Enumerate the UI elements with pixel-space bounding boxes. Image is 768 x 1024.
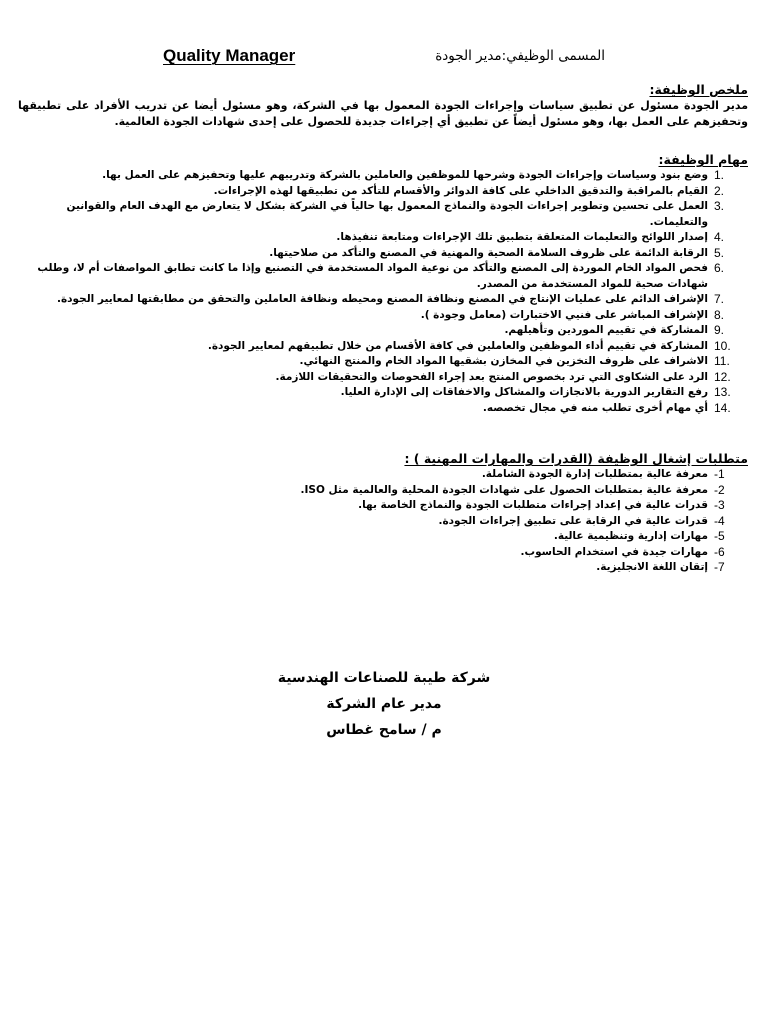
job-tasks-section bbox=[18, 152, 748, 416]
list-item bbox=[18, 401, 748, 417]
list-item-number: 5. bbox=[714, 245, 725, 260]
list-item-number: 12. bbox=[714, 369, 731, 384]
list-item-text: مهارات جيدة في استخدام الحاسوب. bbox=[520, 545, 708, 558]
list-item-text: الإشراف الدائم على عمليات الإنتاج في المصنع ونظافة المصنع ومحيطه ونظافة العاملين والتحقق من مطابقتها لمعايير الجودة. bbox=[56, 293, 708, 305]
list-item bbox=[18, 545, 748, 561]
list-item-text: الرقابة الدائمة على ظروف السلامة الصحية والمهنية في المصنع والتأكد من صلاحيتها. bbox=[269, 246, 708, 259]
company-name: شركة طيبة للصناعات الهندسية bbox=[277, 670, 491, 686]
list-item-number: -7 bbox=[714, 560, 725, 574]
list-item bbox=[18, 323, 748, 339]
list-item-text: العمل على تحسين وتطوير إجراءات الجودة والنماذج المعمول بها حالياً في الشركة بشكل لا يتعارض مع الهدف العام والقوانين والتعليمات. bbox=[66, 200, 708, 228]
list-item-text: المشاركة في تقييم الموردين وتأهيلهم. bbox=[504, 324, 708, 336]
list-item-text: إتقان اللغة الانجليزية. bbox=[596, 561, 708, 573]
list-item-text: إصدار اللوائح والتعليمات المتعلقة بتطبيق تلك الإجراءات ومتابعة تنفيذها. bbox=[336, 231, 708, 243]
title-arabic: المسمى الوظيفي:مدير الجودة bbox=[435, 48, 605, 64]
list-item-text: معرفة عالية بمتطلبات الحصول على شهادات الجودة المحلية والعالمية مثل ISO. bbox=[300, 483, 708, 496]
list-item-text: المشاركة في تقييم أداء الموظفين والعاملين في كافة الأقسام من خلال تطبيقهم لمعايير الجودة. bbox=[207, 339, 708, 352]
job-tasks-list bbox=[18, 168, 748, 416]
list-item-number: 6. bbox=[714, 261, 725, 275]
list-item bbox=[18, 168, 748, 184]
list-item-text: وضع بنود وسياسات وإجراءات الجودة وشرحها للموظفين والعاملين بالشركة وتدريبهم عليها وتحفيزهم على العمل بها. bbox=[102, 169, 708, 181]
list-item-text: رفع التقارير الدورية بالانجازات والمشاكل والاخفاقات إلى الإدارة العليا. bbox=[340, 386, 708, 398]
list-item-text: قدرات عالية في الرقابة على تطبيق إجراءات الجودة. bbox=[438, 514, 708, 527]
list-item-number: -2 bbox=[714, 482, 725, 497]
requirements-heading: متطلبات إشغال الوظيفة (القدرات والمهارات المهنية ) : bbox=[404, 451, 748, 466]
list-item-number: 2. bbox=[714, 183, 725, 198]
list-item-number: -5 bbox=[714, 529, 725, 543]
list-item-text: الاشراف على ظروف التخزين في المخازن بشقيها المواد الخام والمنتج النهائي. bbox=[299, 355, 708, 367]
list-item bbox=[18, 354, 748, 370]
list-item bbox=[18, 483, 748, 499]
list-item-text: أي مهام أخرى تطلب منه في مجال تخصصه. bbox=[482, 401, 708, 414]
list-item-text: معرفة عالية بمتطلبات إدارة الجودة الشاملة. bbox=[481, 468, 708, 480]
job-summary-text: مدير الجودة مسئول عن تطبيق سياسات وإجراءات الجودة المعمول بها في الشركة، وهو مسئول أيضا عن تدريب الأفراد على تطبيقها وتحفيزهم على العمل بها، وهو مسئول أيضاً عن تطبيق أي إجراءات جديدة للحصول على إحدى شهادات الجودة العالمية. bbox=[18, 99, 748, 128]
list-item bbox=[18, 184, 748, 200]
list-item-number: 1. bbox=[714, 168, 725, 182]
list-item bbox=[18, 467, 748, 483]
list-item bbox=[18, 261, 748, 292]
list-item-number: 13. bbox=[714, 385, 731, 399]
list-item bbox=[18, 514, 748, 530]
list-item-text: الرد على الشكاوى التي ترد بخصوص المنتج بعد إجراء الفحوصات والتحقيقات اللازمة. bbox=[275, 370, 708, 383]
list-item-text: الإشراف المباشر على فنيي الاختبارات (معامل وجودة ). bbox=[420, 308, 708, 321]
list-item bbox=[18, 230, 748, 246]
list-item-number: -6 bbox=[714, 544, 725, 559]
list-item-number: -1 bbox=[714, 467, 725, 481]
list-item bbox=[18, 498, 748, 514]
signatory-position: مدير عام الشركة bbox=[326, 696, 442, 712]
job-summary-heading: ملخص الوظيفة: bbox=[649, 82, 748, 97]
list-item bbox=[18, 199, 748, 230]
list-item-text: قدرات عالية في إعداد إجراءات متطلبات الجودة والنماذج الخاصة بها. bbox=[358, 499, 708, 511]
list-item-number: 3. bbox=[714, 199, 725, 213]
list-item bbox=[18, 292, 748, 308]
list-item bbox=[18, 529, 748, 545]
list-item-number: 4. bbox=[714, 230, 725, 244]
list-item bbox=[18, 339, 748, 355]
title-row bbox=[0, 46, 768, 72]
list-item bbox=[18, 385, 748, 401]
list-item-number: 8. bbox=[714, 307, 725, 322]
list-item-text: فحص المواد الخام الموردة إلى المصنع والتأكد من نوعية المواد المستخدمة في التصنيع وإذا ما كانت تطابق المواصفات أم لا، وطلب شهادات صحية للمواد المستخدمة من المصدر. bbox=[37, 262, 708, 290]
title-english: Quality Manager bbox=[163, 46, 296, 65]
list-item-number: 10. bbox=[714, 338, 731, 353]
list-item-number: -4 bbox=[714, 513, 725, 528]
list-item-number: -3 bbox=[714, 498, 725, 512]
list-item bbox=[18, 560, 748, 576]
job-summary-section bbox=[18, 82, 748, 130]
list-item bbox=[18, 246, 748, 262]
job-tasks-heading: مهام الوظيفة: bbox=[658, 152, 748, 167]
requirements-list bbox=[18, 467, 748, 576]
list-item-number: 7. bbox=[714, 292, 725, 306]
signature-block bbox=[0, 665, 768, 743]
list-item-number: 11. bbox=[714, 354, 730, 368]
requirements-section bbox=[18, 451, 748, 576]
list-item bbox=[18, 308, 748, 324]
list-item-text: القيام بالمراقبة والتدقيق الداخلي على كافة الدوائر والأقسام للتأكد من تطبيقها لهذه الإجراءات. bbox=[213, 184, 708, 197]
list-item-text: مهارات إدارية وتنظيمية عالية. bbox=[553, 530, 708, 542]
list-item-number: 14. bbox=[714, 400, 731, 415]
list-item-number: 9. bbox=[714, 323, 725, 337]
signatory-name: م / سامح غطاس bbox=[326, 722, 442, 738]
list-item bbox=[18, 370, 748, 386]
